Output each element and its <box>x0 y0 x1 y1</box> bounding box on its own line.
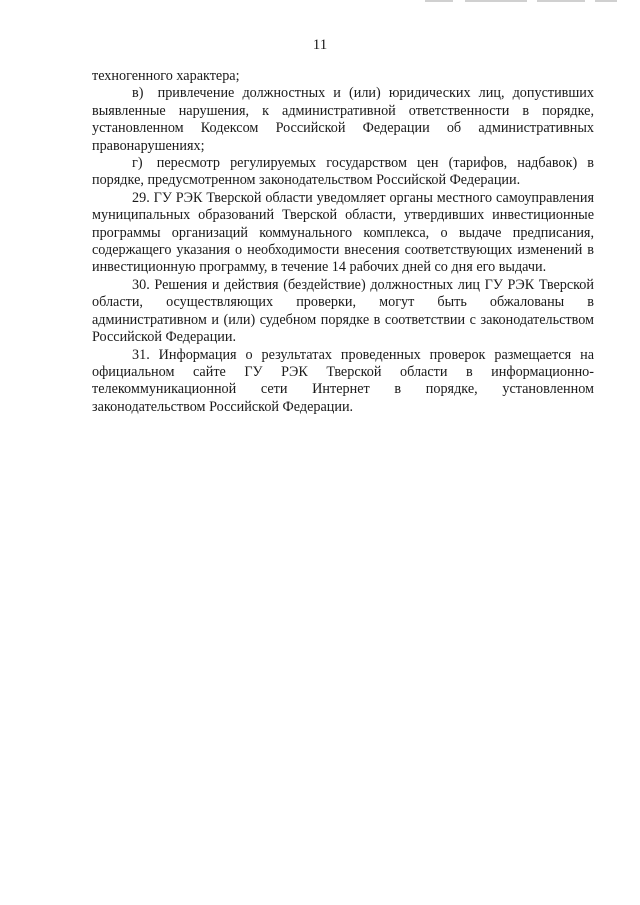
paragraph-item-29: 29. ГУ РЭК Тверской области уведомляет органы местного самоуправления муниципальных образований Тверской области, утвердивших инвестиционные программы организаций коммунального комплекса, о выдаче предписания, содержащего указания о необходимости внесения соответствующих изменений в инвестиционную программу, в течение 14 рабочих дней со дня его выдачи. <box>92 189 594 276</box>
paragraph-item-v: в) привлечение должностных и (или) юридических лиц, допустивших выявленные нарушения, к административной ответственности в порядке, установленном Кодексом Российской Федерации об административных правонарушениях; <box>92 85 594 154</box>
paragraph-item-g: г) пересмотр регулируемых государством цен (тарифов, надбавок) в порядке, предусмотренном законодательством Российской Федерации. <box>92 155 594 189</box>
document-body <box>92 68 594 416</box>
paragraph-item-31: 31. Информация о результатах проведенных проверок размещается на официальном сайте ГУ РЭК Тверской области в информационно-телекоммуникационной сети Интернет в порядке, установленном законодательством Российской Федерации. <box>92 346 594 415</box>
paragraph-item-30: 30. Решения и действия (бездействие) должностных лиц ГУ РЭК Тверской области, осуществляющих проверки, могут быть обжалованы в административном и (или) судебном порядке в соответствии с законодательством Российской Федерации. <box>92 276 594 346</box>
paragraph-continuation: техногенного характера; <box>92 68 240 84</box>
scan-edge-marks <box>425 0 620 4</box>
page-number: 11 <box>312 37 328 53</box>
